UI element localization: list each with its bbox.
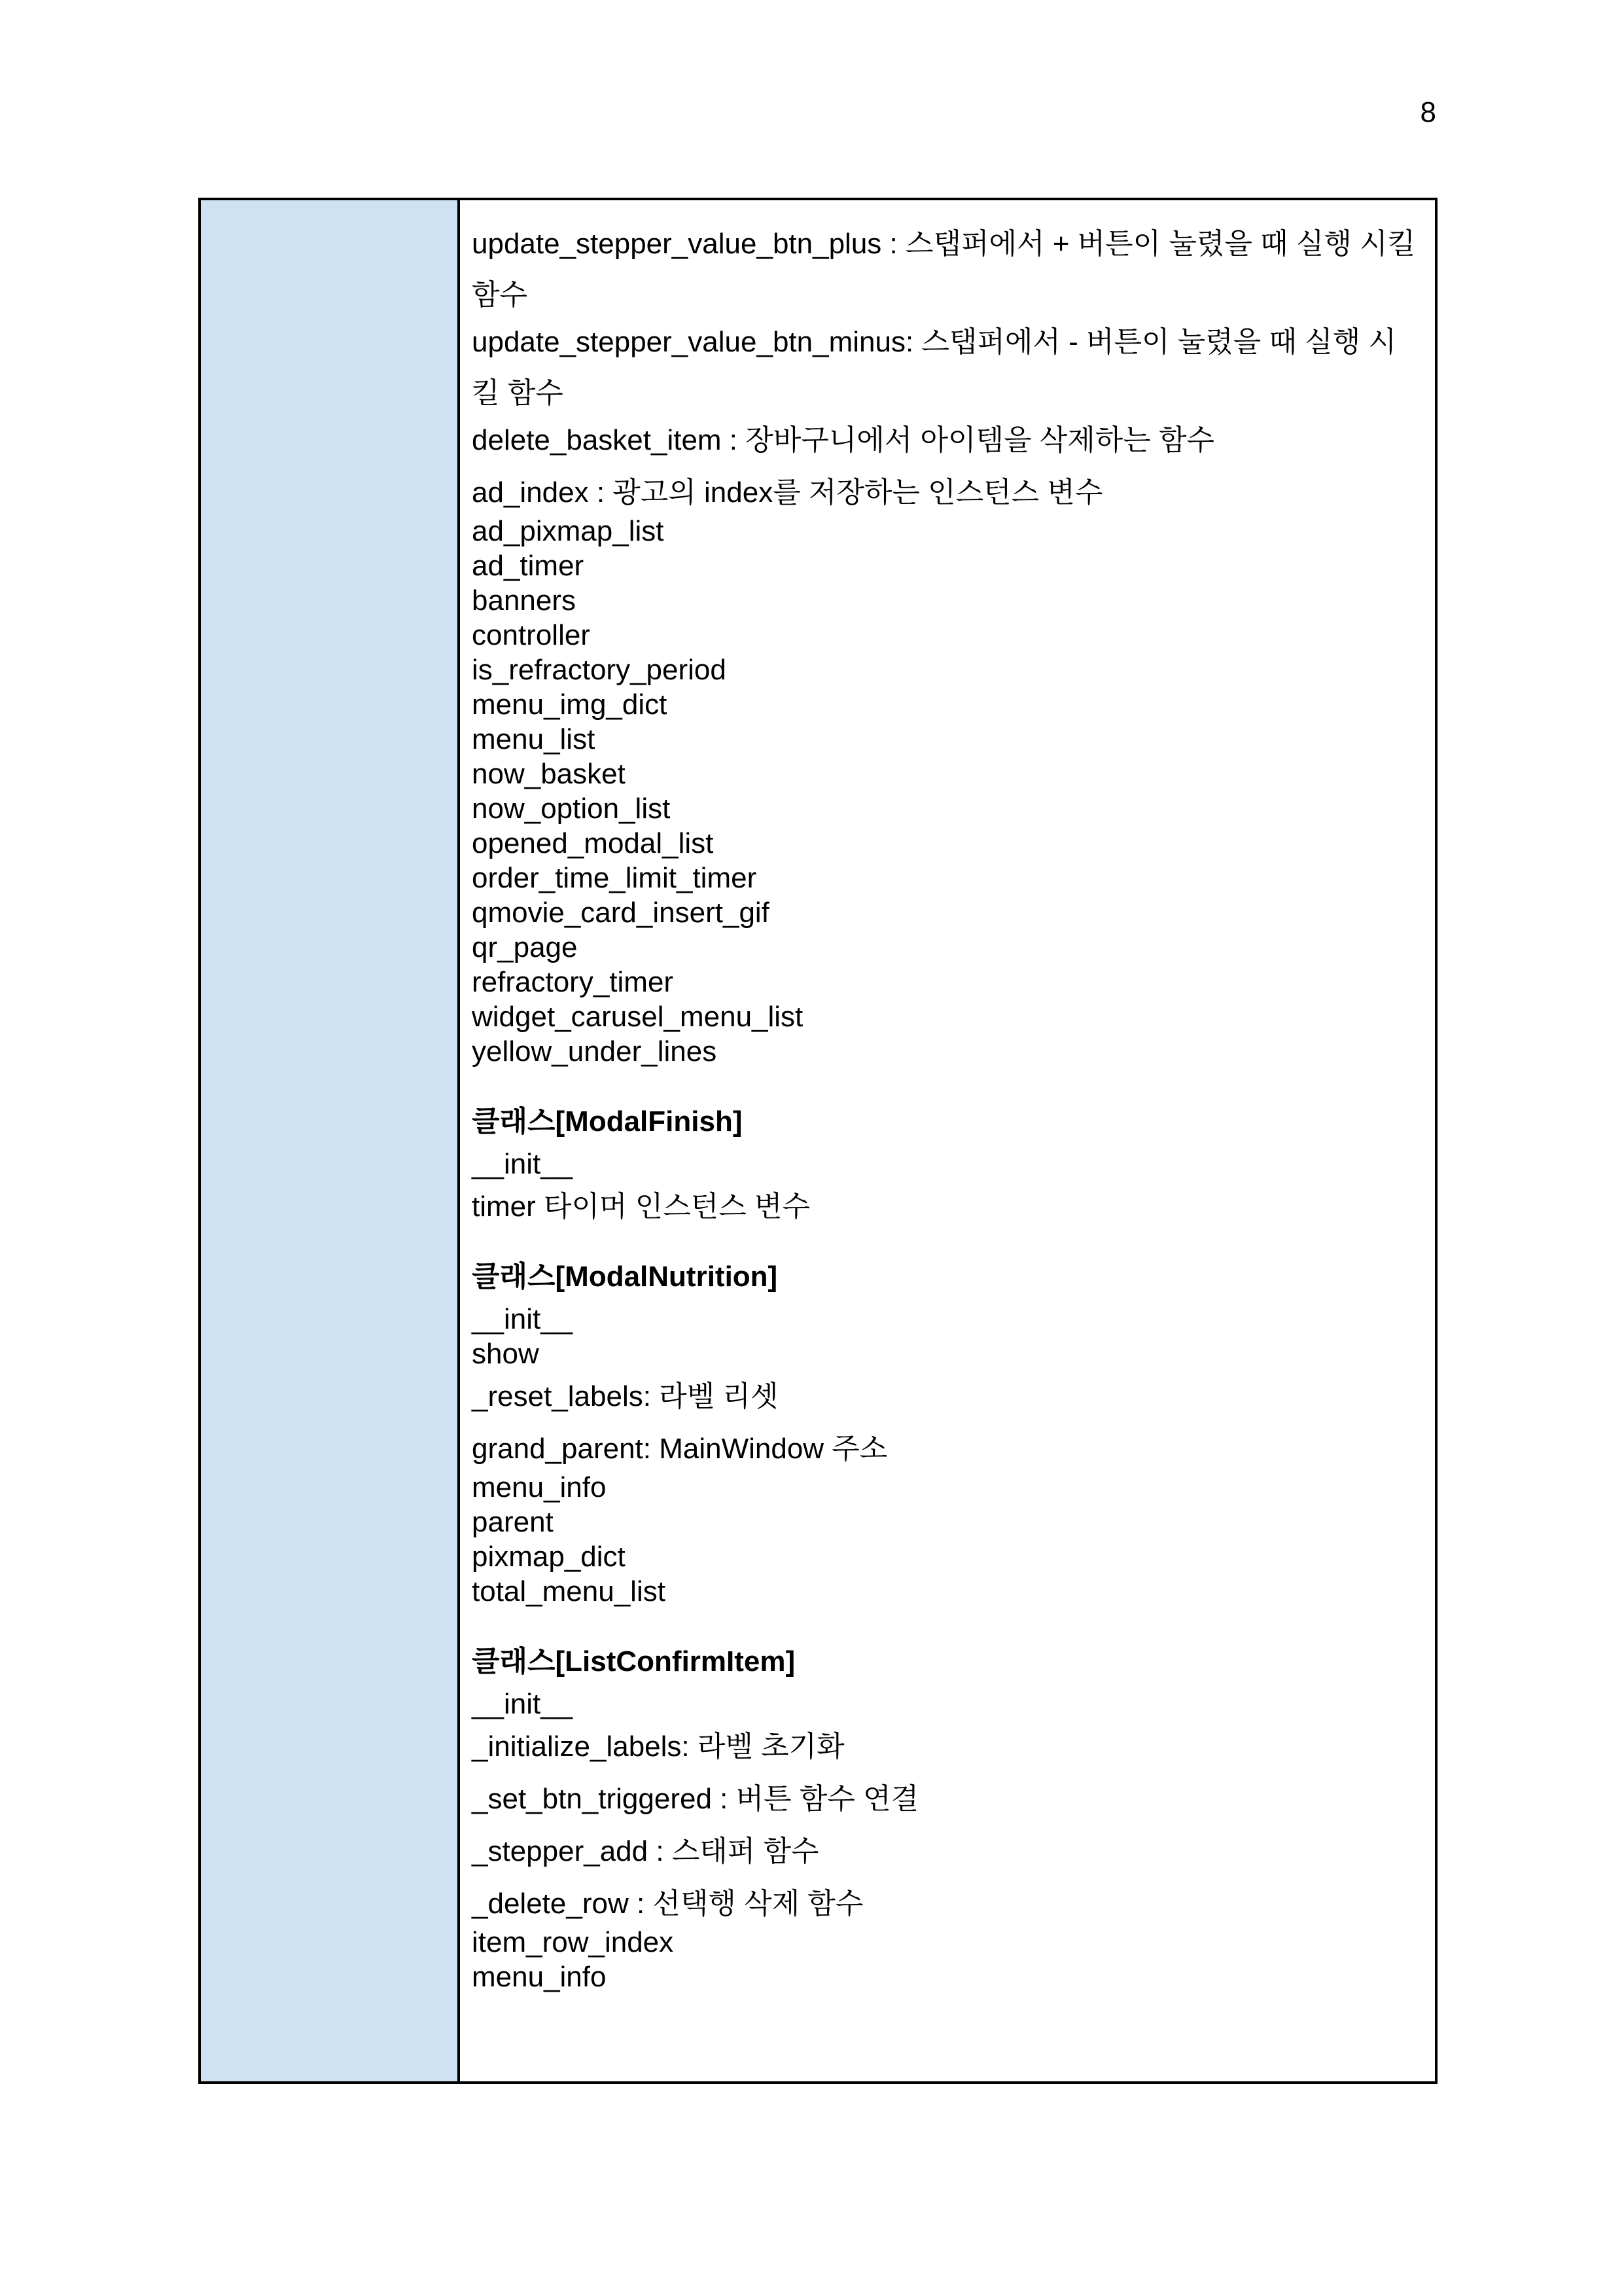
class-heading-modal-finish: 클래스[ModalFinish] bbox=[472, 1105, 743, 1138]
member-item: parent bbox=[472, 1506, 554, 1538]
table-left-cell bbox=[201, 200, 460, 2081]
description-line: timer 타이머 인스턴스 변수 bbox=[472, 1191, 810, 1223]
member-item: qr_page bbox=[472, 931, 578, 963]
member-item: ad_timer bbox=[472, 550, 584, 582]
description-line: update_stepper_value_btn_minus: 스탭퍼에서 - 버튼이 눌렸을 때 실행 시킬 함수 bbox=[472, 326, 1396, 409]
member-item: __init__ bbox=[472, 1688, 573, 1720]
description-line: _set_btn_triggered : 버튼 함수 연결 bbox=[472, 1783, 919, 1815]
description-line: delete_basket_item : 장바구니에서 아이템을 삭제하는 함수 bbox=[472, 424, 1214, 456]
member-item: ad_pixmap_list bbox=[472, 515, 664, 547]
description-line: _delete_row : 선택행 삭제 함수 bbox=[472, 1888, 864, 1920]
description-line: _stepper_add : 스태퍼 함수 bbox=[472, 1835, 819, 1867]
member-item: opened_modal_list bbox=[472, 827, 714, 859]
member-item: item_row_index bbox=[472, 1926, 674, 1958]
member-item: total_menu_list bbox=[472, 1575, 665, 1607]
content-table bbox=[198, 198, 1438, 2084]
class-heading-list-confirm-item: 클래스[ListConfirmItem] bbox=[472, 1645, 796, 1677]
member-item: widget_carusel_menu_list bbox=[472, 1001, 803, 1033]
description-line: grand_parent: MainWindow 주소 bbox=[472, 1433, 888, 1465]
member-item: banners bbox=[472, 584, 576, 617]
member-item: show bbox=[472, 1338, 539, 1370]
member-item: pixmap_dict bbox=[472, 1541, 626, 1573]
table-right-cell bbox=[460, 200, 1435, 2081]
member-item: controller bbox=[472, 619, 590, 651]
member-item: yellow_under_lines bbox=[472, 1035, 717, 1067]
member-item: __init__ bbox=[472, 1303, 573, 1335]
description-line: _reset_labels: 라벨 리셋 bbox=[472, 1380, 779, 1412]
description-line: ad_index : 광고의 index를 저장하는 인스턴스 변수 bbox=[472, 476, 1103, 509]
class-heading-modal-nutrition: 클래스[ModalNutrition] bbox=[472, 1261, 778, 1293]
member-item: __init__ bbox=[472, 1148, 573, 1180]
member-item: now_option_list bbox=[472, 793, 671, 825]
member-item: menu_info bbox=[472, 1471, 607, 1503]
member-item: refractory_timer bbox=[472, 966, 674, 998]
member-item: menu_info bbox=[472, 1961, 607, 1993]
member-item: qmovie_card_insert_gif bbox=[472, 897, 769, 929]
member-item: order_time_limit_timer bbox=[472, 862, 757, 894]
member-item: is_refractory_period bbox=[472, 654, 726, 686]
member-item: now_basket bbox=[472, 758, 626, 790]
member-item: menu_img_dict bbox=[472, 689, 667, 721]
description-line: _initialize_labels: 라벨 초기화 bbox=[472, 1731, 845, 1763]
page-number: 8 bbox=[1420, 96, 1436, 128]
description-line: update_stepper_value_btn_plus : 스탭퍼에서 + 버튼이 눌렸을 때 실행 시킬 함수 bbox=[472, 228, 1416, 311]
member-item: menu_list bbox=[472, 723, 595, 755]
